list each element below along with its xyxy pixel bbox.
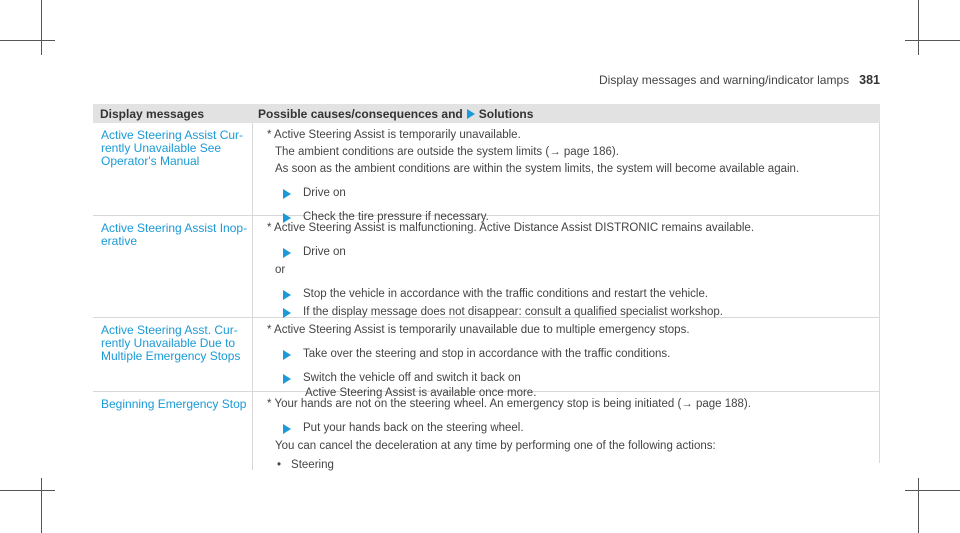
table-right-border [879,123,880,463]
detail-line: As soon as the ambient conditions are within the system limits, the system will become available again. [275,163,800,175]
header-causes [255,107,533,121]
display-message: Beginning Emergency Stop [93,392,253,470]
step-note: Active Steering Assist is available once more. [305,387,537,399]
page-header [599,73,880,87]
solution-step [273,347,880,362]
step-text: Drive on [303,187,346,199]
detail-line: * Active Steering Assist is temporarily unavailable. [267,129,521,141]
table-header [93,104,880,123]
header-causes-label: Possible causes/consequences and [258,106,463,121]
list-item [267,458,880,473]
display-message: Active Steering Assist Cur-rently Unavailable See Operator's Manual [93,123,253,215]
table-row [93,318,880,399]
display-message: Active Steering Assist Inop-erative [93,216,253,317]
crop-mark [905,40,960,41]
detail-line: You can cancel the deceleration at any time by performing one of the following actions: [275,440,716,452]
page-header-title: Display messages and warning/indicator lamps [599,73,850,87]
arrow-icon [283,189,291,199]
arrow-icon [283,308,291,318]
message-details [253,318,880,399]
or-label: or [275,264,286,276]
solution-step [273,287,880,302]
step-text: Take over the steering and stop in accordance with the traffic conditions. [303,348,671,360]
detail-line: * Active Steering Assist is temporarily unavailable due to multiple emergency stops. [267,324,690,336]
message-details [253,216,880,317]
detail-line: * Active Steering Assist is malfunctioning. Active Distance Assist DISTRONIC remains available. [267,222,755,234]
arrow-icon [283,350,291,360]
crop-mark [918,478,919,533]
display-messages-table [93,104,880,470]
header-display-messages: Display messages [100,106,205,121]
crop-mark [905,490,960,491]
crop-mark [41,0,42,55]
arrow-icon [283,374,291,384]
arrow-icon [283,248,291,258]
display-message: Active Steering Asst. Cur-rently Unavailable Due to Multiple Emergency Stops [93,318,253,391]
crop-mark [0,40,55,41]
detail-line: * Your hands are not on the steering wheel. An emergency stop is being initiated (→ page 188). [267,398,751,410]
bullet-text: Steering [291,459,334,471]
solution-step [273,421,880,436]
message-details [253,392,880,470]
step-text: Stop the vehicle in accordance with the traffic conditions and restart the vehicle. [303,288,709,300]
solution-step [273,245,880,260]
step-text: Switch the vehicle off and switch it back on [303,372,521,384]
crop-mark [41,478,42,533]
table-row [93,123,880,223]
bullet-icon: • [277,459,282,471]
crop-mark [0,490,55,491]
step-text: Check the tire pressure if necessary. [303,211,489,223]
header-solutions-label: Solutions [478,106,534,121]
arrow-icon [283,424,291,434]
arrow-icon [467,109,475,119]
step-text: Put your hands back on the steering wheel. [303,422,524,434]
table-row [93,216,880,318]
detail-line: The ambient conditions are outside the system limits (→ page 186). [275,146,619,158]
message-details [253,123,880,223]
page-number: 381 [859,73,880,87]
step-text: If the display message does not disappear: consult a qualified specialist workshop. [303,306,723,318]
solution-step [273,371,880,386]
solution-step [273,186,880,201]
step-text: Drive on [303,246,346,258]
crop-mark [918,0,919,55]
table-row [93,392,880,470]
arrow-icon [283,290,291,300]
